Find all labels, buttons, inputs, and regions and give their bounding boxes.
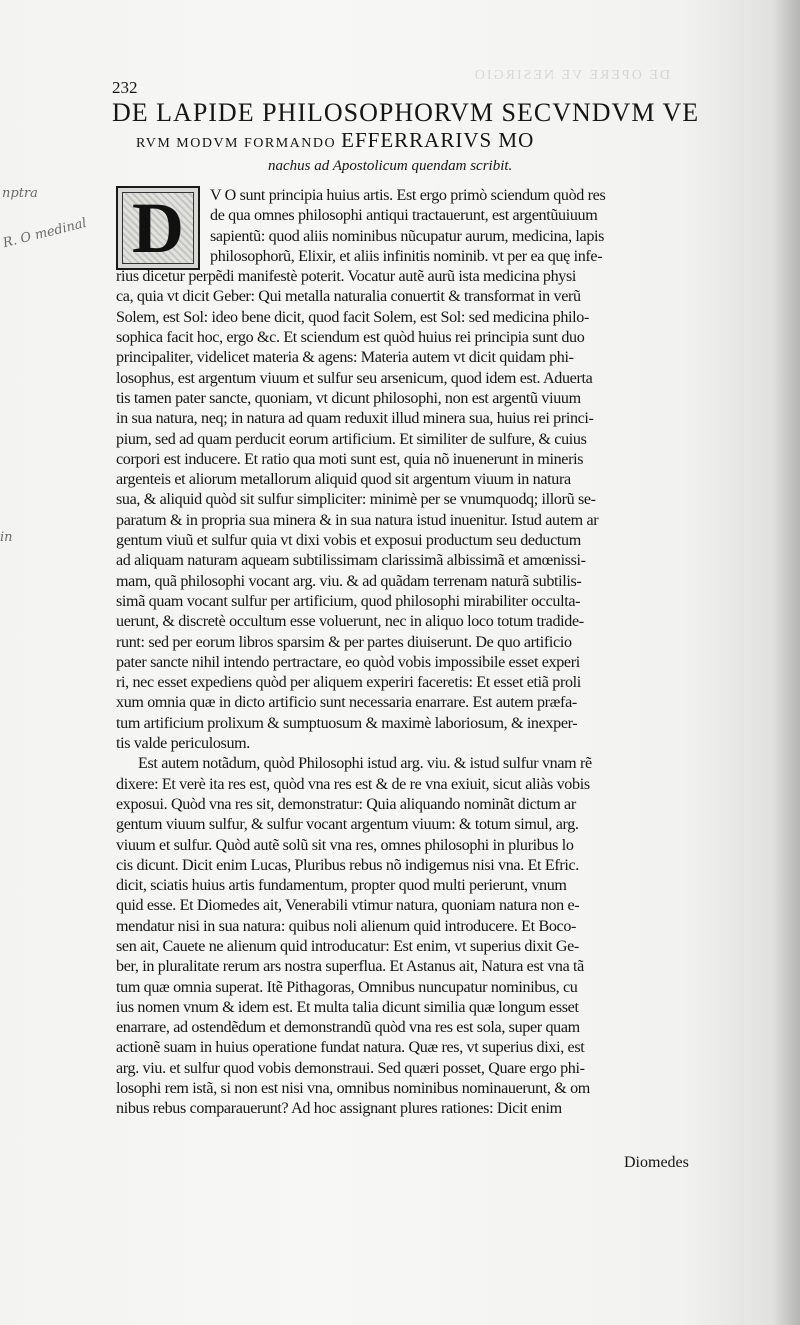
text-line: quid esse. Et Diomedes ait, Venerabili vtimur natura, quoniam natura non e-: [116, 897, 580, 915]
title-line-3: nachus ad Apostolicum quendam scribit.: [268, 158, 513, 174]
page-number: 232: [112, 78, 138, 97]
text-line: rius dicetur perpẽdi manifestè poterit. Vocatur autẽ aurũ ista medicina physi: [116, 268, 577, 286]
body-text: [116, 186, 710, 1120]
text-line: de qua omnes philosophi antiqui tractauerunt, est argentũuiuum: [210, 207, 598, 225]
text-line: ca, quia vt dicit Geber: Qui metalla naturalia conuertit & transformat in verũ: [116, 288, 581, 306]
text-line: viuum et sulfur. Quòd autẽ solũ sit vna res, omnes philosophi in pluribus lo: [116, 836, 574, 854]
text-line: Est autem notãdum, quòd Philosophi istud arg. viu. & istud sulfur vnam rẽ: [138, 755, 592, 773]
title-line-2a: RVM MODVM FORMANDO: [136, 136, 337, 151]
text-line: actionẽ suam in huius operatione fundat natura. Quæ res, vt superius dixi, est: [116, 1039, 585, 1057]
text-line: ber, in pluralitate rerum ars nostra superflua. Et Astanus ait, Natura est vna tã: [116, 958, 584, 976]
text-line: cis dicunt. Dicit enim Lucas, Pluribus rebus nõ indigemus nisi vna. Et Efric.: [116, 856, 579, 874]
text-line: mendatur nisi in sua natura: quibus noli alienum quid introducere. Et Boco-: [116, 917, 577, 935]
text-line: gentum viuũ et sulfur quia vt dixi vobis et exposui productum seu deductum: [116, 532, 581, 550]
text-line: tis valde periculosum.: [116, 735, 250, 753]
text-line: ad aliquam naturam aqueam subtilissimam clarissimã albissimã et amœnissi-: [116, 552, 586, 570]
text-line: corpori est inducere. Et ratio qua moti sunt est, quia nõ inuenerunt in mineris: [116, 450, 584, 468]
text-line: pater sancte nihil intendo pertractare, eo quòd vobis impossibile esset experi: [116, 653, 580, 671]
chapter-title: [112, 98, 712, 176]
text-line: sua, & aliquid quòd sit sulfur simpliciter: minimè per se vnumquodq; illorũ se-: [116, 491, 596, 509]
page-gutter-shadow: [772, 0, 800, 1325]
text-line: gentum viuum sulfur, & sulfur vocant argentum viuum: & totum simul, arg.: [116, 816, 579, 834]
text-line: uerunt, & discretè occultum esse voluerunt, nec in aliquo loco totum tradide-: [116, 613, 584, 631]
text-line: principaliter, videlicet materia & agens: Materia autem vt dicit quidam phi-: [116, 349, 574, 367]
text-line: xum omnia quæ in dicto artificio sunt necessaria enarrare. Est autem præfa-: [116, 694, 577, 712]
text-line: tis tamen pater sancte, quoniam, vt dicunt philosophi, non est argentũ viuum: [116, 389, 581, 407]
text-line: losophi rem istã, si non est nisi vna, omnibus nominibus nominauerunt, & om: [116, 1080, 590, 1098]
text-line: tum quæ omnia superat. Itẽ Pithagoras, Omnibus nuncupatur nominibus, cu: [116, 978, 578, 996]
text-line: enarrare, ad ostendẽdum et demonstrandũ quòd vna res est sola, super quam: [116, 1019, 580, 1037]
text-line: losophus, est argentum viuum et sulfur seu arsenicum, quod idem est. Aduerta: [116, 369, 593, 387]
text-line: in sua natura, neq; in natura ad quam reduxit illud minera sua, huius rei princi-: [116, 410, 594, 428]
title-author: EFFERRARIVS MO: [341, 128, 535, 152]
text-line: V O sunt principia huius artis. Est ergo primò sciendum quòd res: [210, 187, 606, 204]
initial-letter: D: [132, 188, 184, 268]
text-line: simã quam vocant sulfur per artificium, quod philosophi mirabiliter occulta-: [116, 592, 581, 610]
margin-note-2: R. O medinal: [1, 215, 89, 252]
margin-note-1: nptra: [2, 186, 38, 201]
text-line: nibus rebus comparauerunt? Ad hoc assignant plures rationes: Dicit enim: [116, 1100, 562, 1118]
text-line: arg. viu. et sulfur quod vobis demonstraui. Sed quæri posset, Quare ergo phi-: [116, 1059, 585, 1077]
text-line: exposui. Quòd vna res sit, demonstratur: Quia aliquando nominãt dictum ar: [116, 795, 576, 813]
text-line: Solem, est Sol: ideo bene dicit, quod facit Solem, est Sol: sed medicina philo-: [116, 308, 589, 326]
title-line-1: DE LAPIDE PHILOSOPHORVM SECVNDVM VE: [112, 98, 700, 127]
text-line: ius nomen vnum & idem est. Et multa talia dicunt similia quæ longum esset: [116, 998, 579, 1016]
text-line: tum artificium prolixum & sumptuosum & maximè laboriosum, & inexper-: [116, 714, 578, 732]
bleed-through-text: DE OPERE VE NESIRGIO: [472, 68, 670, 83]
text-line: pium, sed ad quam perducit eorum artificium. Et similiter de sulfure, & cuius: [116, 430, 587, 448]
text-line: dixere: Et verè ita res est, quòd vna res est & de re vna exiuit, sicut aliàs vobis: [116, 775, 590, 793]
text-line: paratum & in propria sua minera & in sua natura istud inuenitur. Istud autem ar: [116, 511, 599, 529]
catchword: Diomedes: [624, 1154, 689, 1171]
text-line: philosophorũ, Elixir, et aliis infinitis nominib. vt per ea quę infe-: [210, 247, 603, 265]
margin-note-3: in: [0, 530, 13, 545]
text-line: dicit, sciatis huius artis fundamentum, propter quod multi perierunt, vnum: [116, 877, 567, 895]
text-line: argenteis et aliorum metallorum aliquid quod sit argentum viuum in natura: [116, 471, 571, 489]
title-line-2: [136, 128, 712, 156]
text-line: runt: sed per eorum libros sparsim & per partes diuiserunt. De quo artificio: [116, 633, 572, 651]
text-line: mam, quã philosophi vocant arg. viu. & ad quãdam terrenam naturã subtilis-: [116, 572, 582, 590]
text-line: ri, nec esset expediens quòd per aliquem experiri faceretis: Et esset etiã proli: [116, 674, 581, 692]
text-line: sophica facit hoc, ergo &c. Et sciendum est quòd huius rei principia sunt duo: [116, 329, 585, 347]
text-line: sapientũ: quod aliis nominibus nũcupatur aurum, medicina, lapis: [210, 227, 605, 245]
text-line: sen ait, Cauete ne alienum quid introducatur: Est enim, vt superius dixit Ge-: [116, 937, 579, 955]
